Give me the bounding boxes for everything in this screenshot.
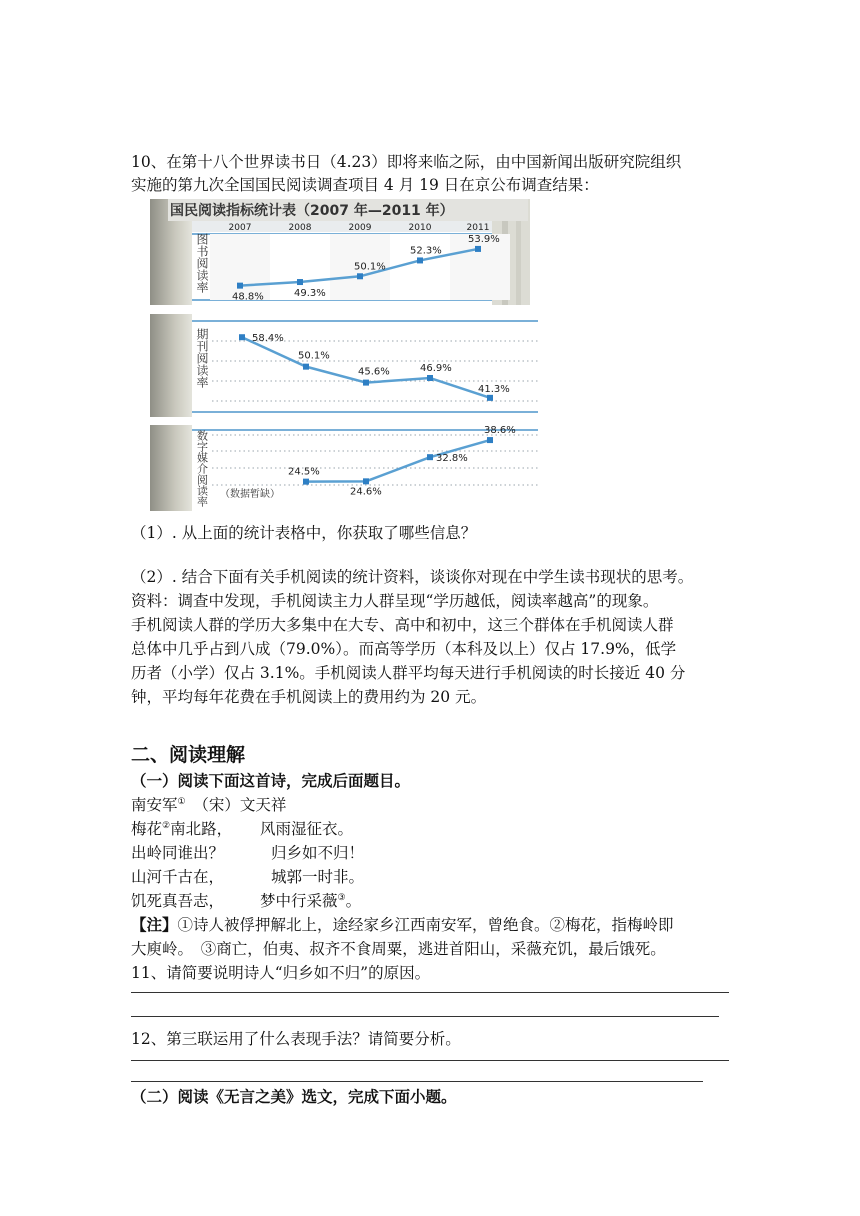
x-tick-label: 2009 (348, 223, 372, 233)
data-label: 52.3% (410, 245, 442, 257)
q10-line-2: 实施的第九次全国国民阅读调查项目 4 月 19 日在京公布调查结果： (131, 176, 599, 194)
poem-line (131, 890, 362, 912)
data-label: 32.8% (436, 453, 468, 465)
question-12: 12、第三联运用了什么表现手法？请简要分析。 (131, 1030, 461, 1048)
poem-text: 梦中行采薇 (260, 892, 338, 910)
q10-line-1: 10、在第十八个世界读书日（4.23）即将来临之际，由中国新闻出版研究院组织 (131, 153, 682, 171)
chart-digital-reading (150, 425, 538, 511)
poem-text: 。 (345, 892, 362, 910)
chart-ylabel: 期刊阅读率 (195, 328, 209, 388)
poem-text: 南北路， (170, 820, 233, 838)
data-label: 24.5% (288, 466, 320, 478)
chart-title: 国民阅读指标统计表（2007 年—2011 年） (170, 203, 454, 219)
poem-line (131, 842, 365, 864)
data-point (237, 283, 243, 289)
part-2-heading: （二）阅读《无言之美》选文，完成下面小题。 (131, 1088, 457, 1106)
data-point (427, 454, 433, 460)
poem-text: 风雨湿征衣。 (260, 820, 354, 838)
q10-sub-1: （1）. 从上面的统计表格中，你获取了哪些信息？ (131, 524, 477, 542)
poem-text: 出岭同谁出？ (131, 844, 225, 862)
material-line: 钟，平均每年花费在手机阅读上的费用约为 20 元。 (131, 688, 487, 706)
chart-ylabel: 数字媒介阅读率 (195, 430, 209, 507)
poem-line (131, 818, 354, 840)
poem-note-2: 大庾岭。 ③商亡，伯夷、叔齐不食周粟，逃进首阳山，采薇充饥，最后饿死。 (131, 940, 666, 958)
data-label: 45.6% (358, 366, 390, 378)
data-label: 49.3% (294, 288, 326, 300)
data-point (487, 437, 493, 443)
q10-sub-2: （2）. 结合下面有关手机阅读的统计资料，谈谈你对现在中学生读书现状的思考。 (131, 568, 694, 586)
data-label: 46.9% (420, 362, 452, 374)
poem-text: 梅花 (131, 820, 163, 838)
data-point (363, 478, 369, 484)
data-label: 24.6% (350, 486, 382, 498)
poem-text: 归乡如不归！ (271, 844, 365, 862)
material-line: 手机阅读人群的学历大多集中在大专、高中和初中，这三个群体在手机阅读人群 (131, 616, 674, 634)
footnote-marker: ① (177, 796, 186, 807)
material-line: 总体中几乎占到八成（79.0%）。而高等学历（本科及以上）仅占 17.9%，低学 (131, 640, 677, 658)
note-text: ①诗人被俘押解北上，途经家乡江西南安军，曾绝食。②梅花，指梅岭即 (177, 916, 674, 934)
data-point (357, 273, 363, 279)
x-tick-label: 2010 (408, 223, 432, 233)
data-label: 48.8% (232, 291, 264, 303)
data-label: 53.9% (468, 233, 500, 245)
data-point (417, 257, 423, 263)
question-11: 11、请简要说明诗人“归乡如不归”的原因。 (131, 964, 431, 982)
poem-title: 南安军 (131, 796, 178, 814)
answer-line[interactable] (131, 992, 729, 993)
material-line: 资料：调查中发现，手机阅读主力人群呈现“学历越低，阅读率越高”的现象。 (131, 592, 659, 610)
data-point (239, 334, 245, 340)
poem-text: 饥死真吾志， (131, 892, 225, 910)
grid-band (210, 234, 270, 300)
data-label: 41.3% (478, 383, 510, 395)
data-label: 58.4% (252, 333, 284, 345)
x-tick-label: 2008 (288, 223, 312, 233)
poem-note-1 (131, 914, 674, 936)
part-1-heading: （一）阅读下面这首诗，完成后面题目。 (131, 772, 411, 790)
data-point (363, 380, 369, 386)
data-label: 50.1% (354, 261, 386, 273)
data-point (487, 395, 493, 401)
data-point (303, 479, 309, 485)
data-point (475, 246, 481, 252)
section-heading: 二、阅读理解 (131, 744, 246, 766)
chart-digital-reading-svg (150, 425, 538, 511)
x-tick-label: 2011 (466, 223, 490, 233)
poem-line (131, 866, 365, 888)
chart-note: （数据暂缺） (220, 489, 280, 500)
data-label: 38.6% (484, 425, 516, 437)
note-prefix: 【注】 (131, 916, 178, 934)
answer-line[interactable] (131, 1060, 729, 1061)
chart-ylabel: 图书阅读率 (195, 233, 209, 293)
data-label: 50.1% (298, 350, 330, 362)
chart-book-reading (150, 199, 530, 305)
data-point (297, 279, 303, 285)
footnote-marker: ③ (337, 892, 346, 903)
poem-author: （宋）文天祥 (185, 796, 287, 814)
x-tick-label: 2007 (228, 223, 252, 233)
footnote-marker: ② (162, 820, 171, 831)
chart-book-reading-svg (150, 199, 530, 305)
chart-periodical-reading-svg (150, 314, 538, 417)
poem-text: 山河千古在， (131, 868, 225, 886)
answer-line[interactable] (131, 1016, 719, 1017)
chart-periodical-reading (150, 314, 538, 417)
poem-text: 城郭一时非。 (271, 868, 365, 886)
answer-line[interactable] (131, 1081, 703, 1082)
material-line: 历者（小学）仅占 3.1%。手机阅读人群平均每天进行手机阅读的时长接近 40 分 (131, 664, 686, 682)
data-point (303, 364, 309, 370)
poem-title-line (131, 794, 286, 816)
data-point (427, 375, 433, 381)
